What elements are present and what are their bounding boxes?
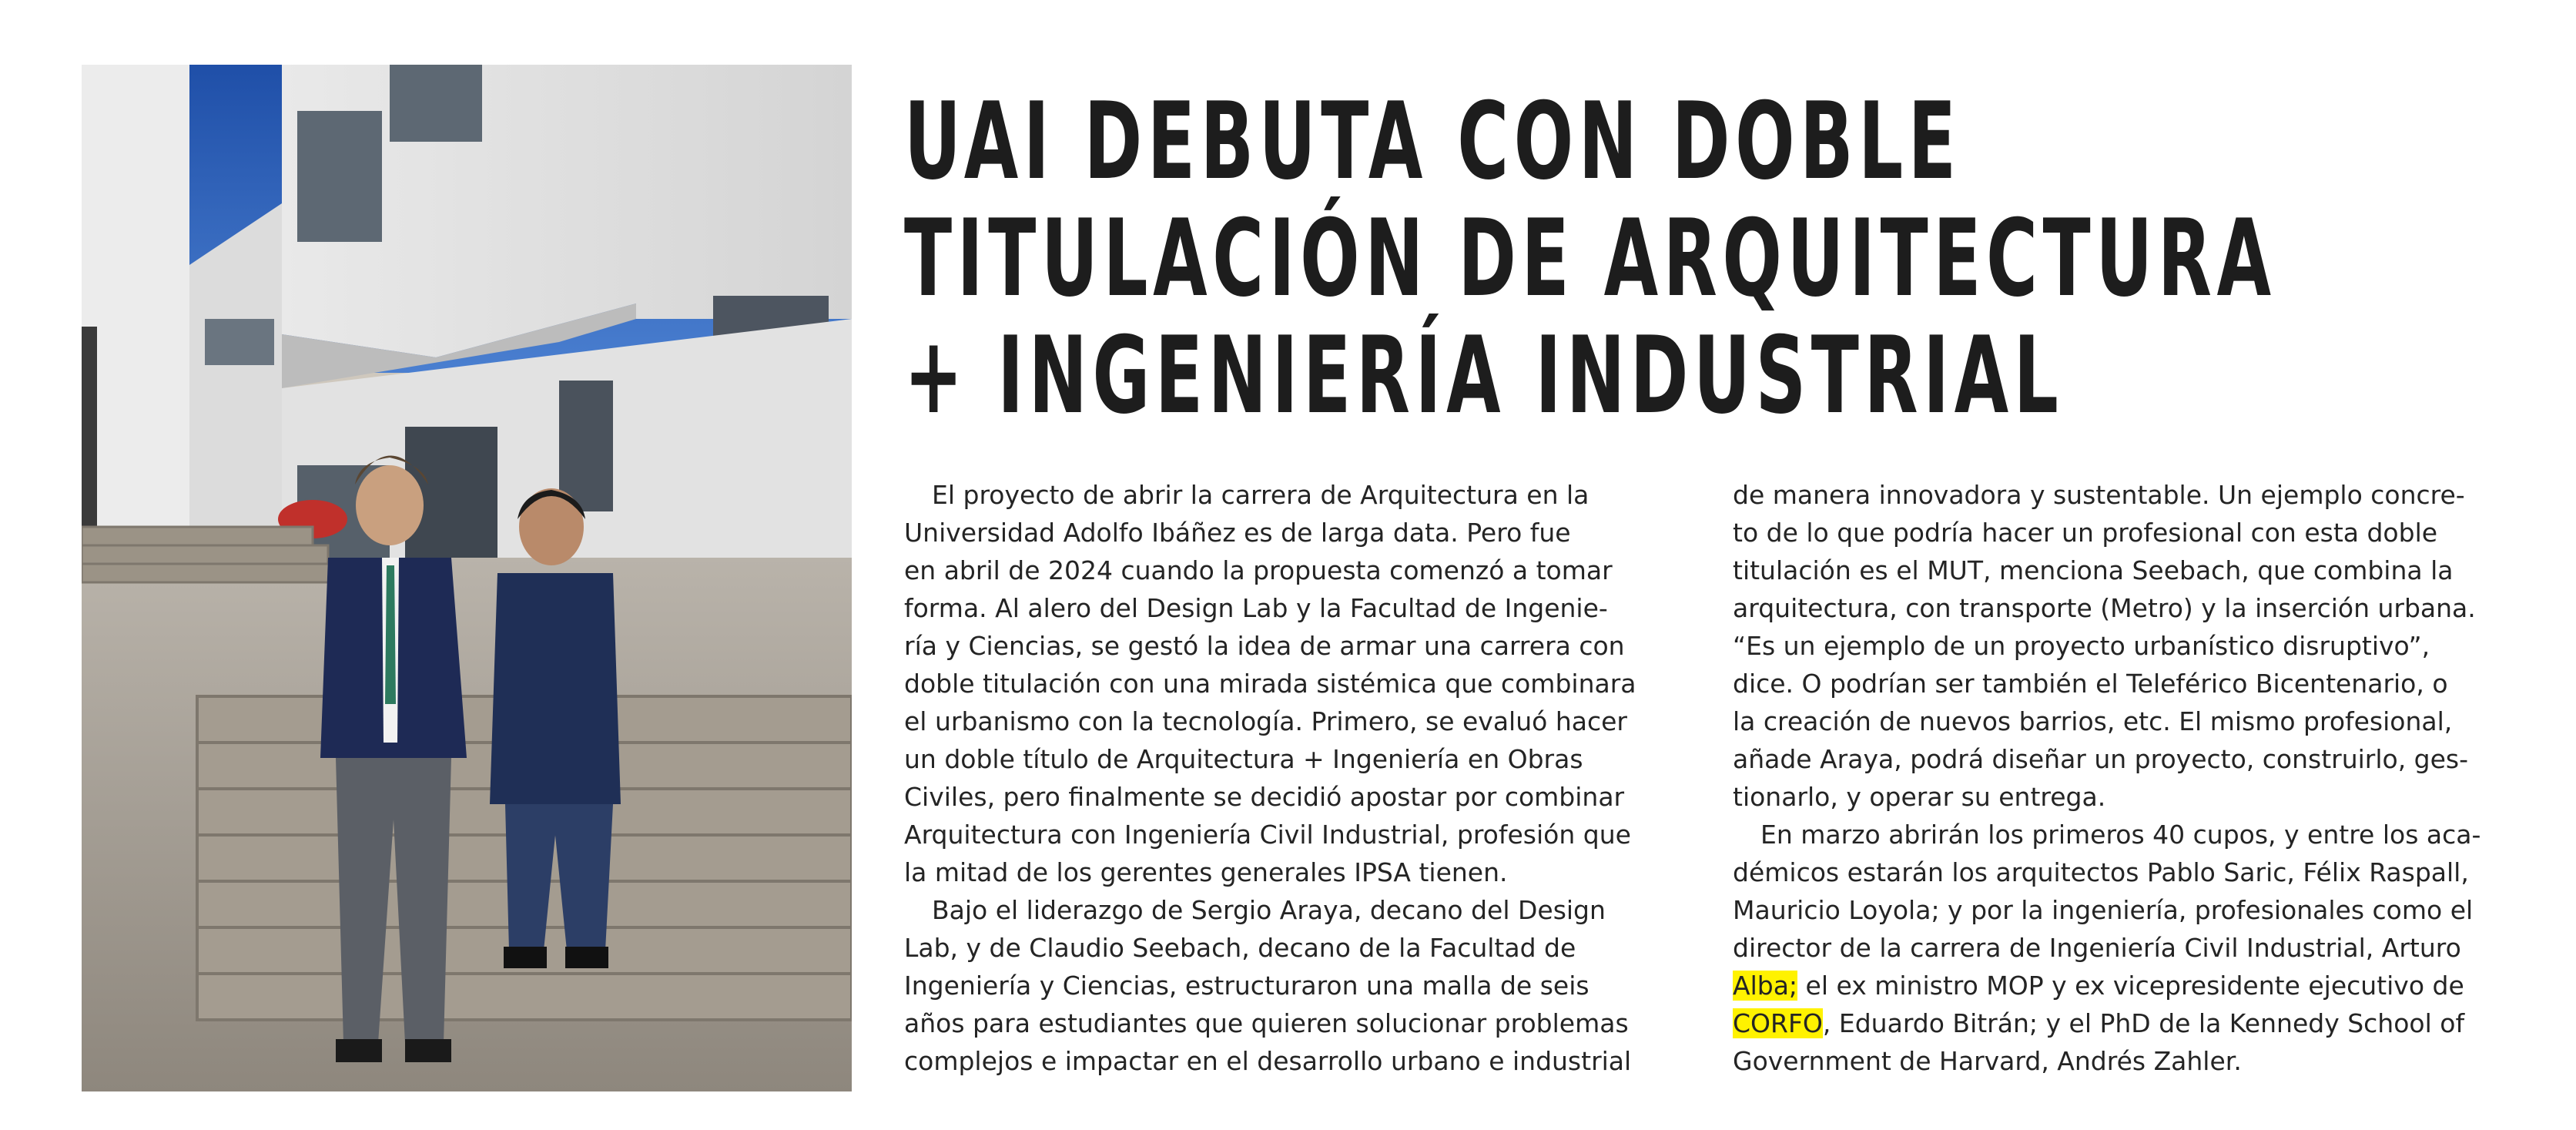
text-line: El proyecto de abrir la carrera de Arquitectura en la	[932, 480, 1589, 510]
text-line: la mitad de los gerentes generales IPSA tienen.	[904, 857, 1508, 887]
highlighted-text: CORFO	[1733, 1008, 1823, 1038]
headline	[904, 79, 2276, 438]
text-line: complejos e impactar en el desarrollo urbano e industrial	[904, 1046, 1632, 1076]
headline-line: UAI DEBUTA CON DOBLE	[904, 79, 1961, 203]
text-line: Ingeniería y Ciencias, estructuraron una malla de seis	[904, 971, 1589, 1001]
text-line	[1733, 1004, 2503, 1042]
paragraph	[904, 476, 1674, 891]
text-line: Lab, y de Claudio Seebach, decano de la Facultad de	[904, 933, 1576, 963]
text-line: Universidad Adolfo Ibáñez es de larga data. Pero fue	[904, 518, 1571, 548]
text-line: arquitectura, con transporte (Metro) y la inserción urbana.	[1733, 593, 2476, 623]
highlighted-text: Alba;	[1733, 971, 1798, 1001]
text-line: En marzo abrirán los primeros 40 cupos, y entre los aca-	[1760, 820, 2481, 850]
text-line	[1733, 967, 2503, 1004]
text-fragment: el ex ministro MOP y ex vicepresidente ejecutivo de	[1797, 971, 2464, 1001]
text-line: Mauricio Loyola; y por la ingeniería, profesionales como el	[1733, 895, 2474, 925]
text-line: to de lo que podría hacer un profesional con esta doble	[1733, 518, 2438, 548]
headline-line: + INGENIERÍA INDUSTRIAL	[904, 314, 2064, 438]
text-line: añade Araya, podrá diseñar un proyecto, construirlo, ges-	[1733, 744, 2469, 774]
text-line: “Es un ejemplo de un proyecto urbanístico disruptivo”,	[1733, 631, 2430, 661]
text-line: en abril de 2024 cuando la propuesta comenzó a tomar	[904, 555, 1613, 585]
headline-line: TITULACIÓN DE ARQUITECTURA	[904, 196, 2276, 320]
photo-illustration	[82, 65, 852, 1091]
text-line: de manera innovadora y sustentable. Un ejemplo concre-	[1733, 480, 2465, 510]
text-line: titulación es el MUT, menciona Seebach, que combina la	[1733, 555, 2454, 585]
text-line: un doble título de Arquitectura + Ingeniería en Obras	[904, 744, 1583, 774]
text-line: Arquitectura con Ingeniería Civil Industrial, profesión que	[904, 820, 1631, 850]
text-line: doble titulación con una mirada sistémica que combinara	[904, 669, 1636, 699]
text-line: Government de Harvard, Andrés Zahler.	[1733, 1046, 2242, 1076]
article-column-right	[1733, 476, 2503, 1080]
text-line: forma. Al alero del Design Lab y la Facultad de Ingenie-	[904, 593, 1608, 623]
text-line: dice. O podrían ser también el Teleférico Bicentenario, o	[1733, 669, 2448, 699]
article-photo	[82, 65, 852, 1091]
text-line: años para estudiantes que quieren solucionar problemas	[904, 1008, 1629, 1038]
paragraph	[1733, 816, 2503, 1080]
text-line: Civiles, pero finalmente se decidió apostar por combinar	[904, 782, 1625, 812]
article-column-left	[904, 476, 1674, 1080]
text-fragment: , Eduardo Bitrán; y el PhD de la Kennedy School of	[1822, 1008, 2465, 1038]
text-line: tionarlo, y operar su entrega.	[1733, 782, 2106, 812]
text-line: ría y Ciencias, se gestó la idea de armar una carrera con	[904, 631, 1625, 661]
paragraph	[904, 891, 1674, 1080]
text-line: director de la carrera de Ingeniería Civil Industrial, Arturo	[1733, 933, 2461, 963]
text-line: el urbanismo con la tecnología. Primero, se evaluó hacer	[904, 706, 1627, 736]
text-line: démicos estarán los arquitectos Pablo Saric, Félix Raspall,	[1733, 857, 2469, 887]
paragraph	[1733, 476, 2503, 816]
text-line: la creación de nuevos barrios, etc. El mismo profesional,	[1733, 706, 2453, 736]
text-line: Bajo el liderazgo de Sergio Araya, decano del Design	[932, 895, 1606, 925]
